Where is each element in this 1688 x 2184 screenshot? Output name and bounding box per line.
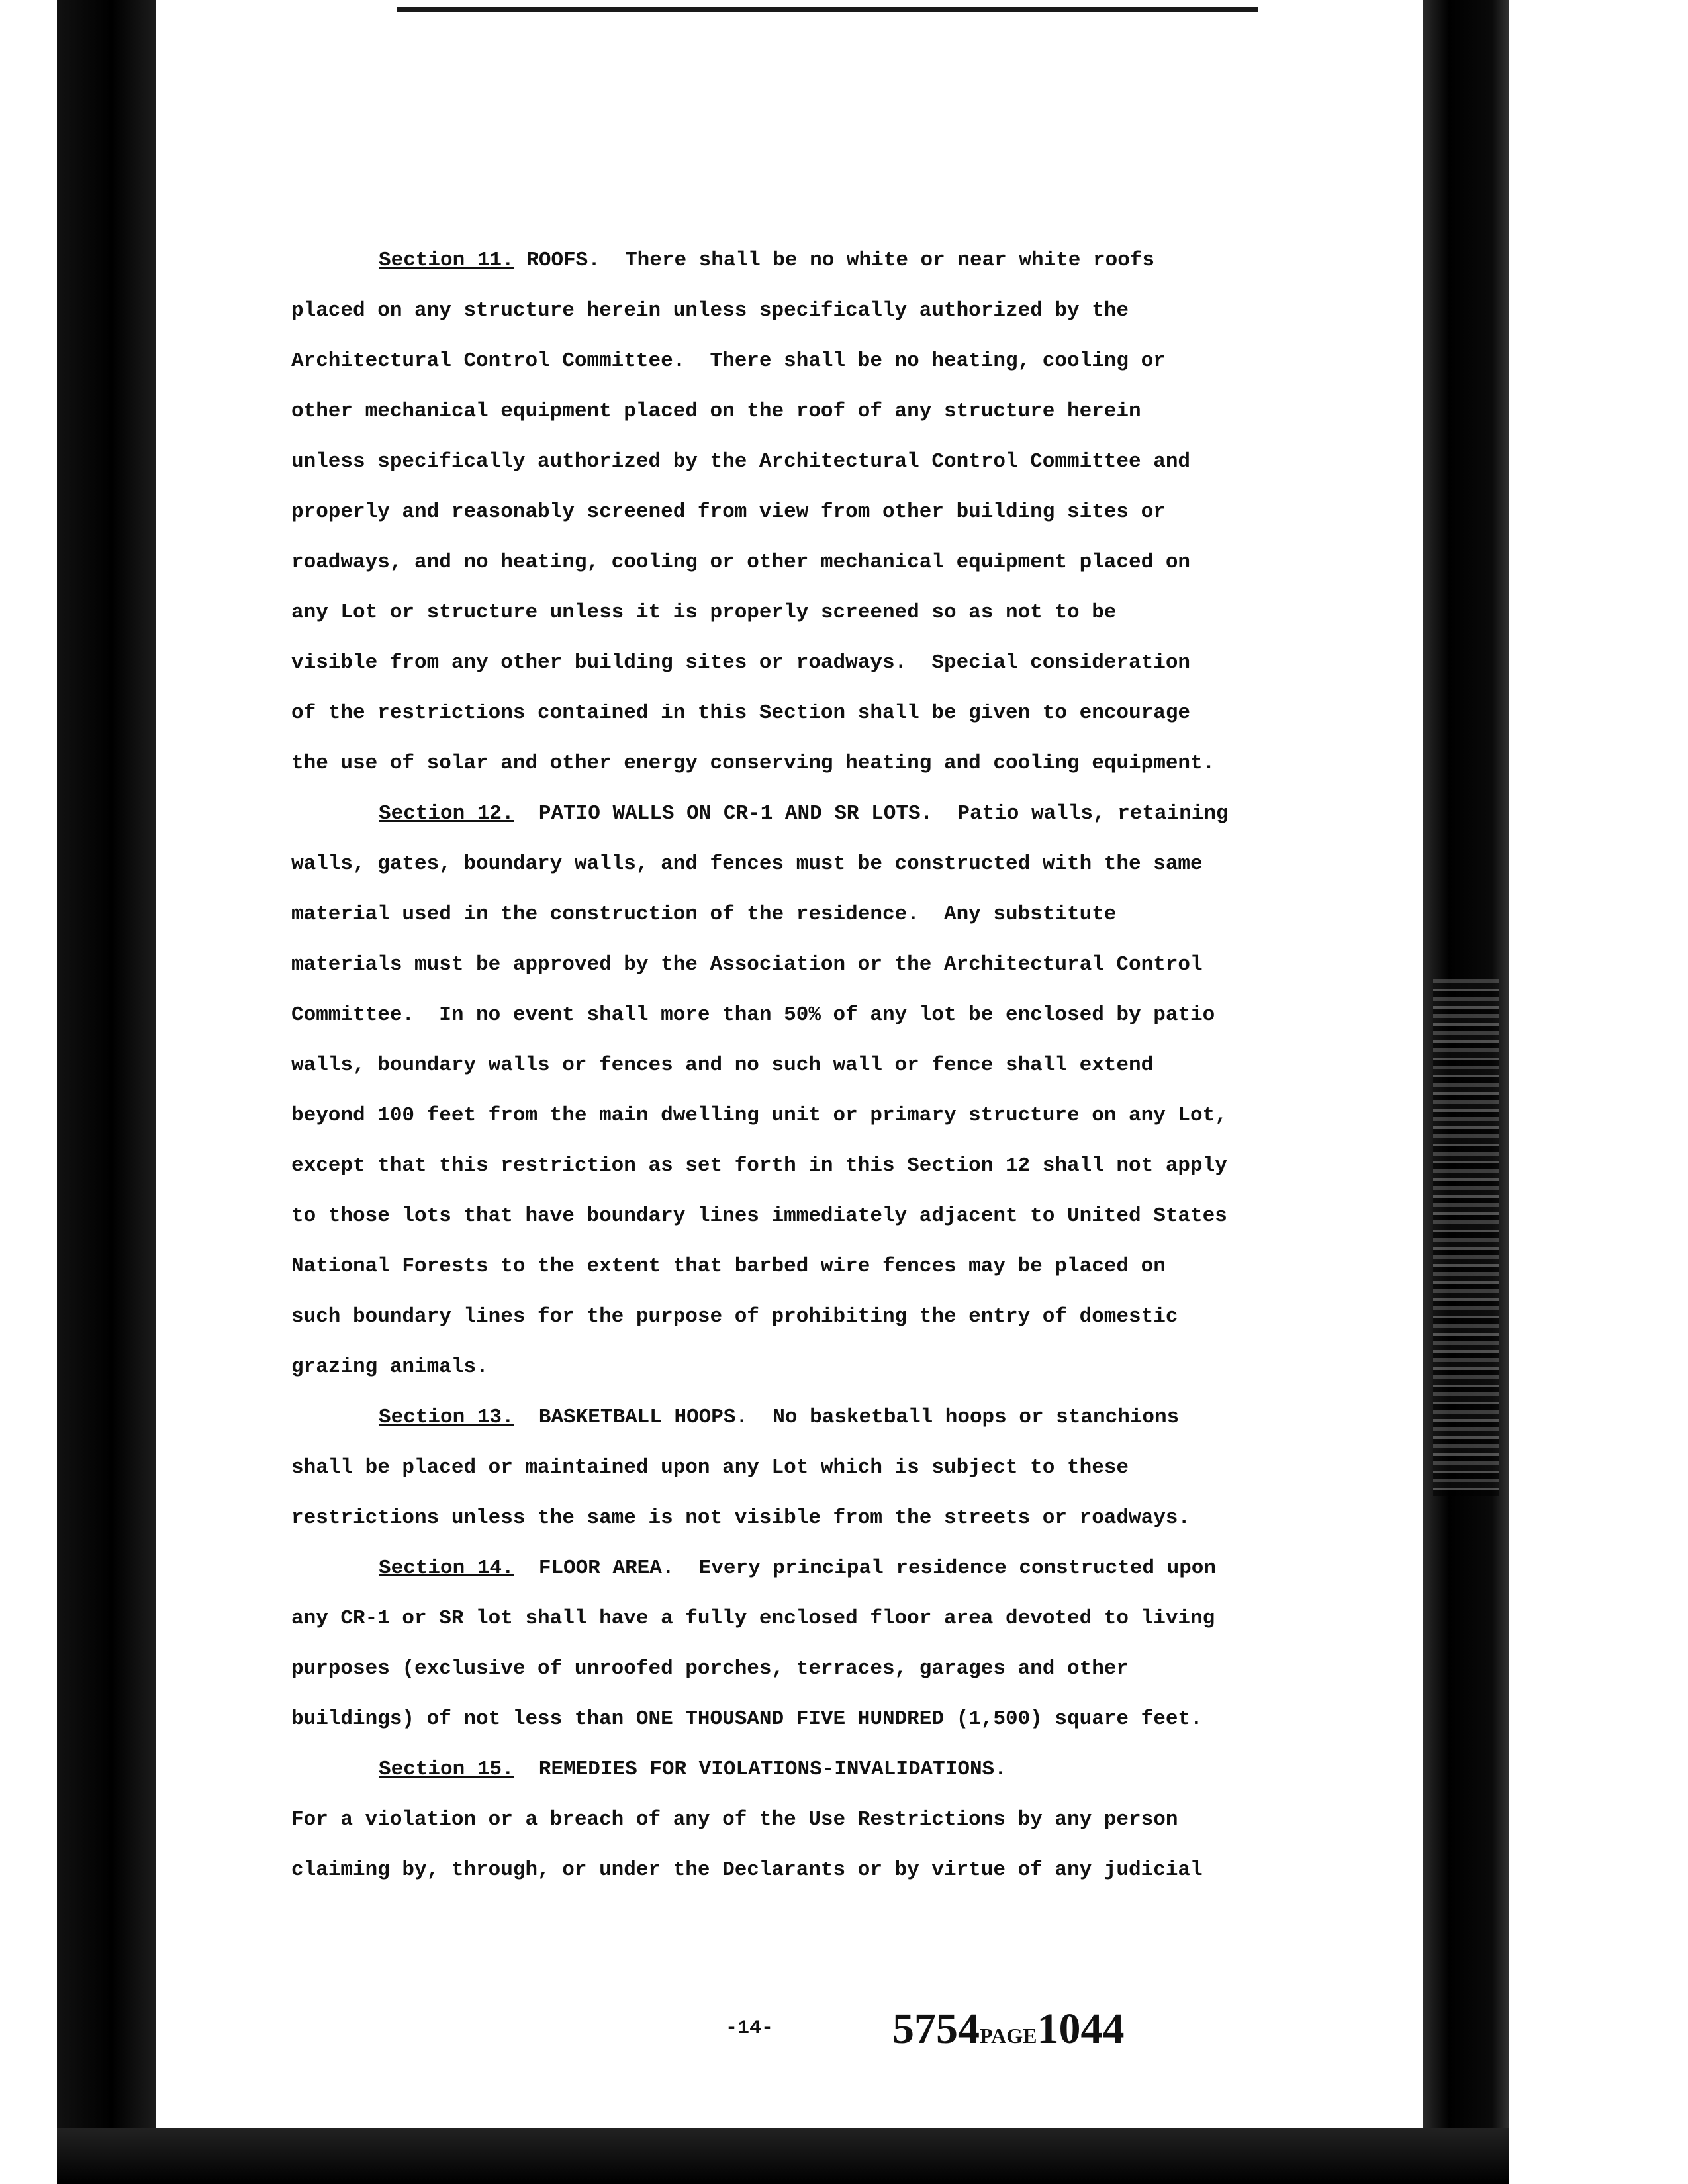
line-text: materials must be approved by the Association or the Architectural Control	[291, 953, 1203, 976]
line-text: any Lot or structure unless it is properly screened so as not to be	[291, 601, 1117, 624]
document-line	[291, 236, 1297, 286]
line-text: restrictions unless the same is not visible from the streets or roadways.	[291, 1506, 1191, 1529]
line-text: such boundary lines for the purpose of prohibiting the entry of domestic	[291, 1305, 1178, 1328]
document-line	[291, 1242, 1297, 1292]
line-text: Committee. In no event shall more than 50% of any lot be enclosed by patio	[291, 1003, 1215, 1026]
line-text: of the restrictions contained in this Section shall be given to encourage	[291, 702, 1191, 725]
document-line	[291, 1493, 1297, 1543]
document-line	[291, 940, 1297, 990]
line-text: PATIO WALLS ON CR-1 AND SR LOTS. Patio walls, retaining	[514, 802, 1229, 825]
document-line	[291, 387, 1297, 437]
recorded-page-number: 1044	[1037, 2005, 1125, 2053]
document-line	[291, 1392, 1297, 1443]
section-heading: Section 14.	[379, 1557, 514, 1580]
document-line	[291, 336, 1297, 387]
book-number: 5754	[892, 2005, 980, 2053]
line-text: properly and reasonably screened from view from other building sites or	[291, 500, 1166, 523]
scan-border-left	[0, 0, 152, 2184]
document-line	[291, 638, 1297, 688]
line-text: the use of solar and other energy conserving heating and cooling equipment.	[291, 752, 1215, 775]
document-line	[291, 1845, 1297, 1895]
document-line	[291, 437, 1297, 487]
document-line	[291, 1694, 1297, 1745]
line-text: FLOOR AREA. Every principal residence constructed upon	[514, 1557, 1217, 1580]
document-line	[291, 1543, 1297, 1594]
line-text: walls, gates, boundary walls, and fences must be constructed with the same	[291, 852, 1203, 876]
line-text: material used in the construction of the residence. Any substitute	[291, 903, 1117, 926]
line-text: REMEDIES FOR VIOLATIONS-INVALIDATIONS.	[514, 1758, 1007, 1781]
scan-border-right	[1423, 0, 1509, 2184]
line-text: except that this restriction as set forth in this Section 12 shall not apply	[291, 1154, 1227, 1177]
line-text: roadways, and no heating, cooling or other mechanical equipment placed on	[291, 551, 1191, 574]
page-label: PAGE	[980, 2024, 1037, 2048]
section-heading: Section 15.	[379, 1758, 514, 1781]
line-text: unless specifically authorized by the Architectural Control Committee and	[291, 450, 1191, 473]
document-line	[291, 1292, 1297, 1342]
line-text: ROOFS. There shall be no white or near white roofs	[514, 249, 1154, 272]
document-line	[291, 1191, 1297, 1242]
document-line	[291, 487, 1297, 537]
line-text: National Forests to the extent that barbed wire fences may be placed on	[291, 1255, 1166, 1278]
scan-top-edge	[397, 7, 1258, 12]
document-line	[291, 1091, 1297, 1141]
document-line	[291, 1040, 1297, 1091]
line-text: For a violation or a breach of any of the Use Restrictions by any person	[291, 1808, 1178, 1831]
line-text: other mechanical equipment placed on the roof of any structure herein	[291, 400, 1141, 423]
line-text: to those lots that have boundary lines immediately adjacent to United States	[291, 1205, 1227, 1228]
document-line	[291, 739, 1297, 789]
document-line	[291, 537, 1297, 588]
section-heading: Section 11.	[379, 249, 514, 272]
document-line	[291, 990, 1297, 1040]
line-text: placed on any structure herein unless specifically authorized by the	[291, 299, 1129, 322]
line-text: BASKETBALL HOOPS. No basketball hoops or stanchions	[514, 1406, 1180, 1429]
book-page-stamp	[892, 2004, 1125, 2054]
section-heading: Section 12.	[379, 802, 514, 825]
page-number: -14-	[726, 2017, 774, 2040]
line-text: claiming by, through, or under the Declarants or by virtue of any judicial	[291, 1858, 1203, 1882]
document-line	[291, 286, 1297, 336]
line-text: any CR-1 or SR lot shall have a fully enclosed floor area devoted to living	[291, 1607, 1215, 1630]
document-line	[291, 1795, 1297, 1845]
document-line	[291, 1644, 1297, 1694]
line-text: walls, boundary walls or fences and no such wall or fence shall extend	[291, 1054, 1154, 1077]
document-line	[291, 1745, 1297, 1795]
document-line	[291, 889, 1297, 940]
section-heading: Section 13.	[379, 1406, 514, 1429]
document-line	[291, 1443, 1297, 1493]
document-line	[291, 789, 1297, 839]
line-text: grazing animals.	[291, 1355, 489, 1379]
line-text: Architectural Control Committee. There shall be no heating, cooling or	[291, 349, 1166, 373]
line-text: visible from any other building sites or roadways. Special consideration	[291, 651, 1191, 674]
document-line	[291, 688, 1297, 739]
document-line	[291, 1594, 1297, 1644]
line-text: shall be placed or maintained upon any Lot which is subject to these	[291, 1456, 1129, 1479]
line-text: beyond 100 feet from the main dwelling unit or primary structure on any Lot,	[291, 1104, 1227, 1127]
document-line	[291, 1342, 1297, 1392]
document-line	[291, 1141, 1297, 1191]
document-line	[291, 839, 1297, 889]
line-text: purposes (exclusive of unroofed porches, terraces, garages and other	[291, 1657, 1129, 1680]
line-text: buildings) of not less than ONE THOUSAND FIVE HUNDRED (1,500) square feet.	[291, 1707, 1203, 1731]
document-body	[291, 236, 1297, 1895]
scan-border-bottom	[57, 2128, 1509, 2184]
document-line	[291, 588, 1297, 638]
